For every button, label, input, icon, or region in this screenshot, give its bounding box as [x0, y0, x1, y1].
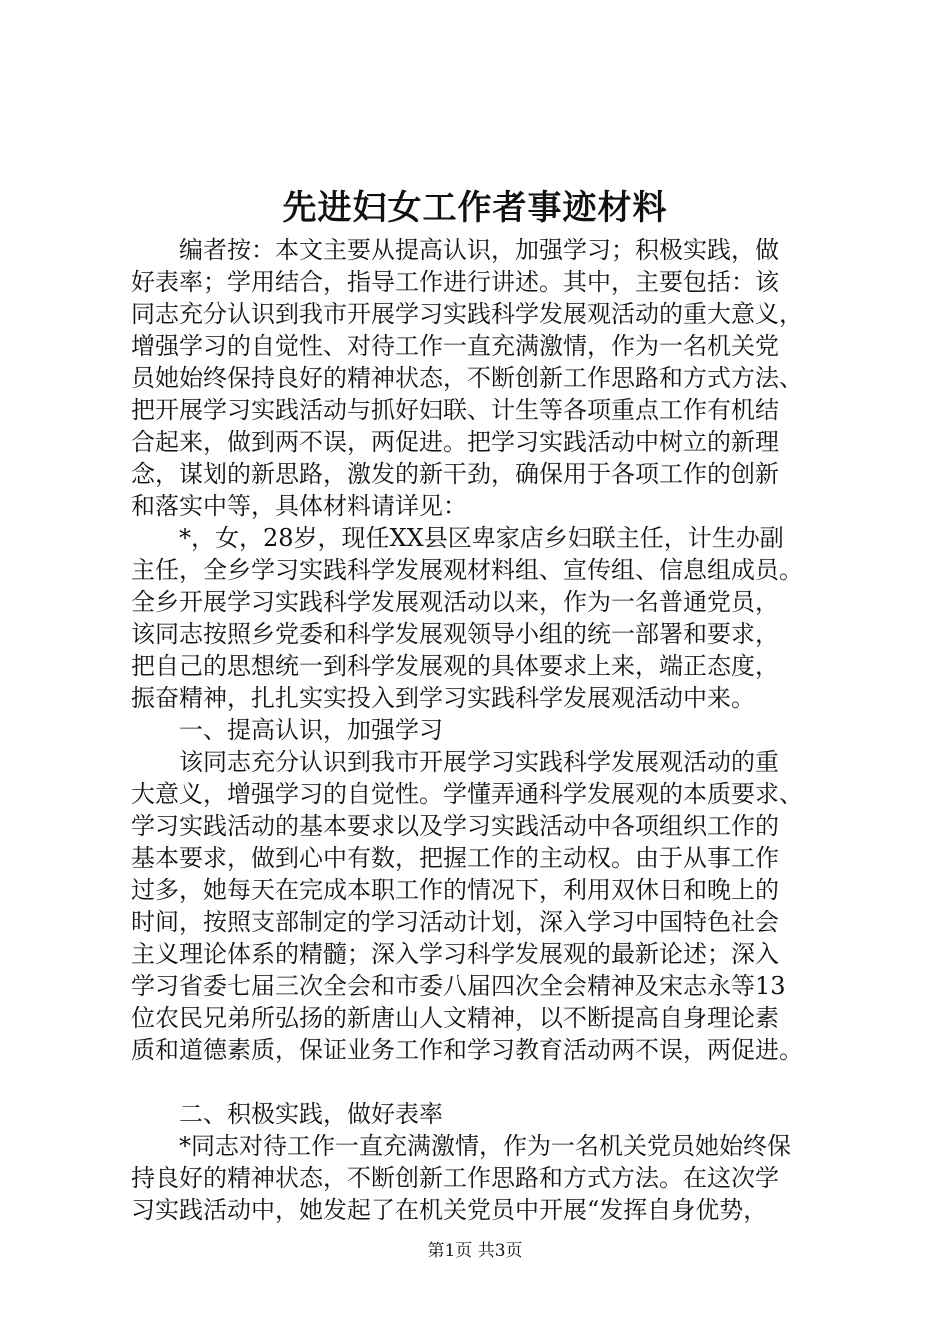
text-line: 过多，她每天在完成本职工作的情况下，利用双休日和晚上的	[131, 876, 779, 904]
page-footer: 第1页 共3页	[427, 1241, 523, 1261]
text-line: 该同志按照乡党委和科学发展观领导小组的统一部署和要求，	[131, 620, 779, 648]
text-line: 念，谋划的新思路，激发的新干劲，确保用于各项工作的创新	[131, 460, 779, 488]
text-line: 学习实践活动的基本要求以及学习实践活动中各项组织工作的	[131, 812, 779, 840]
text-line: 和落实中等，具体材料请详见：	[131, 492, 467, 520]
text-line: 增强学习的自觉性、对待工作一直充满激情，作为一名机关党	[131, 332, 779, 360]
paragraph-practice	[131, 1130, 851, 1226]
section-heading: 一、提高认识，加强学习	[131, 716, 443, 744]
document-title: 先进妇女工作者事迹材料	[282, 188, 668, 228]
text-line: 主义理论体系的精髓；深入学习科学发展观的最新论述；深入	[131, 940, 779, 968]
text-line: 全乡开展学习实践科学发展观活动以来，作为一名普通党员，	[131, 588, 779, 616]
document-body	[131, 234, 851, 1226]
text-line: 编者按：本文主要从提高认识，加强学习；积极实践，做	[131, 236, 779, 264]
text-line: 学习省委七届三次全会和市委八届四次全会精神及宋志永等13	[131, 972, 786, 1000]
text-line: 员她始终保持良好的精神状态，不断创新工作思路和方式方法、	[131, 364, 803, 392]
paragraph-spacer	[131, 1066, 851, 1098]
paragraph-editor-note	[131, 234, 851, 522]
text-line: *同志对待工作一直充满激情，作为一名机关党员她始终保	[131, 1132, 791, 1160]
text-line: 把自己的思想统一到科学发展观的具体要求上来，端正态度，	[131, 652, 779, 680]
text-line: 同志充分认识到我市开展学习实践科学发展观活动的重大意义，	[131, 300, 803, 328]
text-line: 主任，全乡学习实践科学发展观材料组、宣传组、信息组成员。	[131, 556, 803, 584]
section-heading-1	[131, 714, 851, 746]
text-line: 振奋精神，扎扎实实投入到学习实践科学发展观活动中来。	[131, 684, 755, 712]
text-line: 基本要求，做到心中有数，把握工作的主动权。由于从事工作	[131, 844, 779, 872]
text-line: 大意义，增强学习的自觉性。学懂弄通科学发展观的本质要求、	[131, 780, 803, 808]
text-line: 持良好的精神状态，不断创新工作思路和方式方法。在这次学	[131, 1164, 779, 1192]
section-heading-2	[131, 1098, 851, 1130]
paragraph-study	[131, 746, 851, 1066]
text-line: 把开展学习实践活动与抓好妇联、计生等各项重点工作有机结	[131, 396, 779, 424]
paragraph-introduction	[131, 522, 851, 714]
text-line: 质和道德素质，保证业务工作和学习教育活动两不误，两促进。	[131, 1036, 803, 1064]
text-line: *，女，28岁，现任XX县区卑家店乡妇联主任，计生办副	[131, 524, 784, 552]
text-line: 该同志充分认识到我市开展学习实践科学发展观活动的重	[131, 748, 779, 776]
text-line: 合起来，做到两不误，两促进。把学习实践活动中树立的新理	[131, 428, 779, 456]
text-line: 时间，按照支部制定的学习活动计划，深入学习中国特色社会	[131, 908, 779, 936]
section-heading: 二、积极实践，做好表率	[131, 1100, 443, 1128]
text-line: 位农民兄弟所弘扬的新唐山人文精神，以不断提高自身理论素	[131, 1004, 779, 1032]
text-line: 习实践活动中，她发起了在机关党员中开展“发挥自身优势，	[131, 1196, 768, 1224]
text-line: 好表率；学用结合，指导工作进行讲述。其中，主要包括：该	[131, 268, 779, 296]
